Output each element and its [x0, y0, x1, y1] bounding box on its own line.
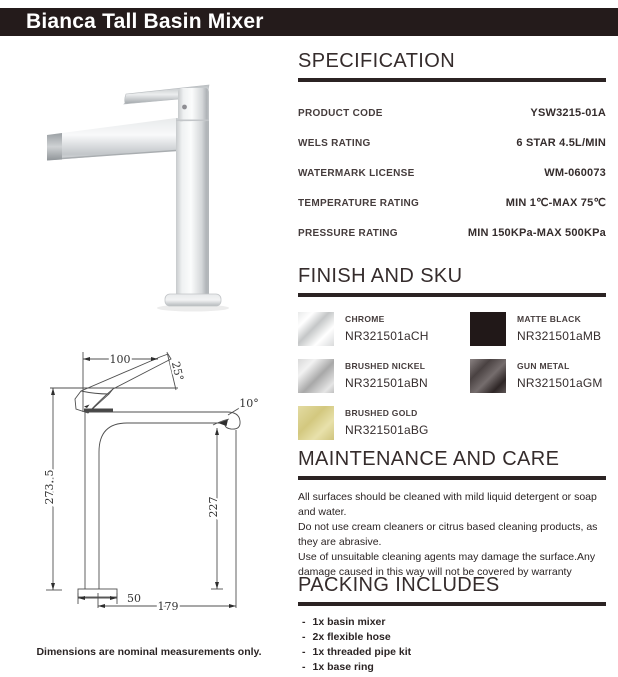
matte-black-swatch — [470, 312, 506, 346]
finish-name: GUN METAL — [517, 361, 570, 371]
dim-label-total-height: 273. 5 — [43, 469, 56, 505]
body-seam — [176, 120, 209, 122]
finish-sku: NR321501aBN — [345, 376, 428, 390]
cartridge-indicator-dot — [182, 105, 187, 110]
spec-label: WELS RATING — [298, 138, 371, 149]
maintenance-line: Do not use cream cleaners or citrus based cleaning products, as they are abrasive. — [298, 521, 598, 548]
spout-aerator — [47, 133, 62, 161]
spec-value: MIN 1℃-MAX 75℃ — [505, 197, 606, 209]
packing-item-text: 1x threaded pipe kit — [312, 646, 412, 658]
finish-name: BRUSHED GOLD — [345, 408, 418, 418]
spec-value: 6 STAR 4.5L/MIN — [516, 137, 606, 149]
spec-row — [298, 197, 606, 210]
body-edge-highlight — [207, 118, 210, 300]
right-column — [298, 50, 606, 677]
packing-item — [298, 660, 606, 675]
spec-value: MIN 150KPa-MAX 500KPa — [467, 227, 606, 239]
handle-cartridge — [178, 88, 209, 122]
brushed-gold-swatch — [298, 406, 334, 440]
swatch-grid — [298, 312, 606, 440]
packing-item-text: 1x basin mixer — [312, 616, 386, 628]
dim-label-10deg: 10° — [239, 397, 259, 410]
drawing-spout-bottom — [99, 423, 219, 589]
maintenance-section — [298, 448, 606, 580]
faucet-base-plate — [165, 294, 221, 306]
finish-sku: NR321501aCH — [345, 329, 429, 343]
drawing-base-plate — [78, 589, 117, 597]
packing-item-text: 1x base ring — [312, 661, 374, 673]
chrome-swatch — [298, 312, 334, 346]
dimension-drawing — [25, 335, 265, 637]
finish-sku: NR321501aGM — [517, 376, 603, 390]
finish-name: MATTE BLACK — [517, 314, 582, 324]
brushed-nickel-swatch — [298, 359, 334, 393]
faucet-photo-illustration — [25, 45, 260, 337]
packing-section — [298, 574, 606, 675]
product-photo — [25, 45, 260, 337]
finish-and-sku-section — [298, 265, 606, 440]
spec-label: PRODUCT CODE — [298, 108, 383, 119]
maintenance-title: MAINTENANCE AND CARE — [298, 448, 606, 480]
specification-title: SPECIFICATION — [298, 50, 606, 82]
finish-name: CHROME — [345, 314, 385, 324]
packing-item — [298, 615, 606, 630]
maintenance-line: All surfaces should be cleaned with mild liquid detergent or soap and water. — [298, 491, 597, 518]
finish-option-chrome — [298, 312, 470, 346]
bullet-dash: - — [302, 661, 306, 673]
page-title: Bianca Tall Basin Mixer — [26, 10, 264, 33]
finish-option-matte-black — [470, 312, 606, 346]
bullet-dash: - — [302, 631, 306, 643]
finish-option-brushed-gold — [298, 406, 470, 440]
dim-label-base-width: 50 — [127, 592, 141, 605]
cad-drawing — [25, 335, 265, 637]
bullet-dash: - — [302, 646, 306, 658]
dim-label-25deg: 25° — [168, 360, 186, 383]
spec-label: PRESSURE RATING — [298, 228, 398, 239]
spec-value: WM-060073 — [544, 167, 606, 179]
packing-item — [298, 630, 606, 645]
spec-label: WATERMARK LICENSE — [298, 168, 415, 179]
dim-label-spout-height: 227 — [207, 496, 220, 518]
dimension-note: Dimensions are nominal measurements only. — [36, 646, 262, 658]
spec-row — [298, 227, 606, 240]
bullet-dash: - — [302, 616, 306, 628]
finish-option-gun-metal — [470, 359, 606, 393]
maintenance-text — [298, 490, 606, 580]
specification-section — [298, 50, 606, 240]
dim-label-100: 100 — [109, 353, 131, 366]
drawing-cartridge-seam — [84, 409, 113, 412]
finish-sku: NR321501aBG — [345, 423, 429, 437]
finish-sku: NR321501aMB — [517, 329, 602, 343]
packing-list — [298, 615, 606, 675]
spec-label: TEMPERATURE RATING — [298, 198, 420, 209]
faucet-body — [176, 118, 209, 300]
spec-row — [298, 167, 606, 180]
header-bar — [0, 8, 618, 36]
finish-option-brushed-nickel — [298, 359, 470, 393]
faucet-spout — [47, 118, 176, 161]
dim-label-reach: 179 — [157, 600, 179, 613]
spec-value: YSW3215-01A — [530, 107, 606, 119]
finish-name: BRUSHED NICKEL — [345, 361, 426, 371]
gun-metal-swatch — [470, 359, 506, 393]
maintenance-line: Use of unsuitable cleaning agents may damage the surface.Any damage caused in this way will not be covered by warranty — [298, 551, 596, 578]
packing-item-text: 2x flexible hose — [312, 631, 391, 643]
finish-title: FINISH AND SKU — [298, 265, 606, 297]
packing-title: PACKING INCLUDES — [298, 574, 606, 606]
packing-item — [298, 645, 606, 660]
spec-row — [298, 137, 606, 150]
spec-row — [298, 107, 606, 120]
